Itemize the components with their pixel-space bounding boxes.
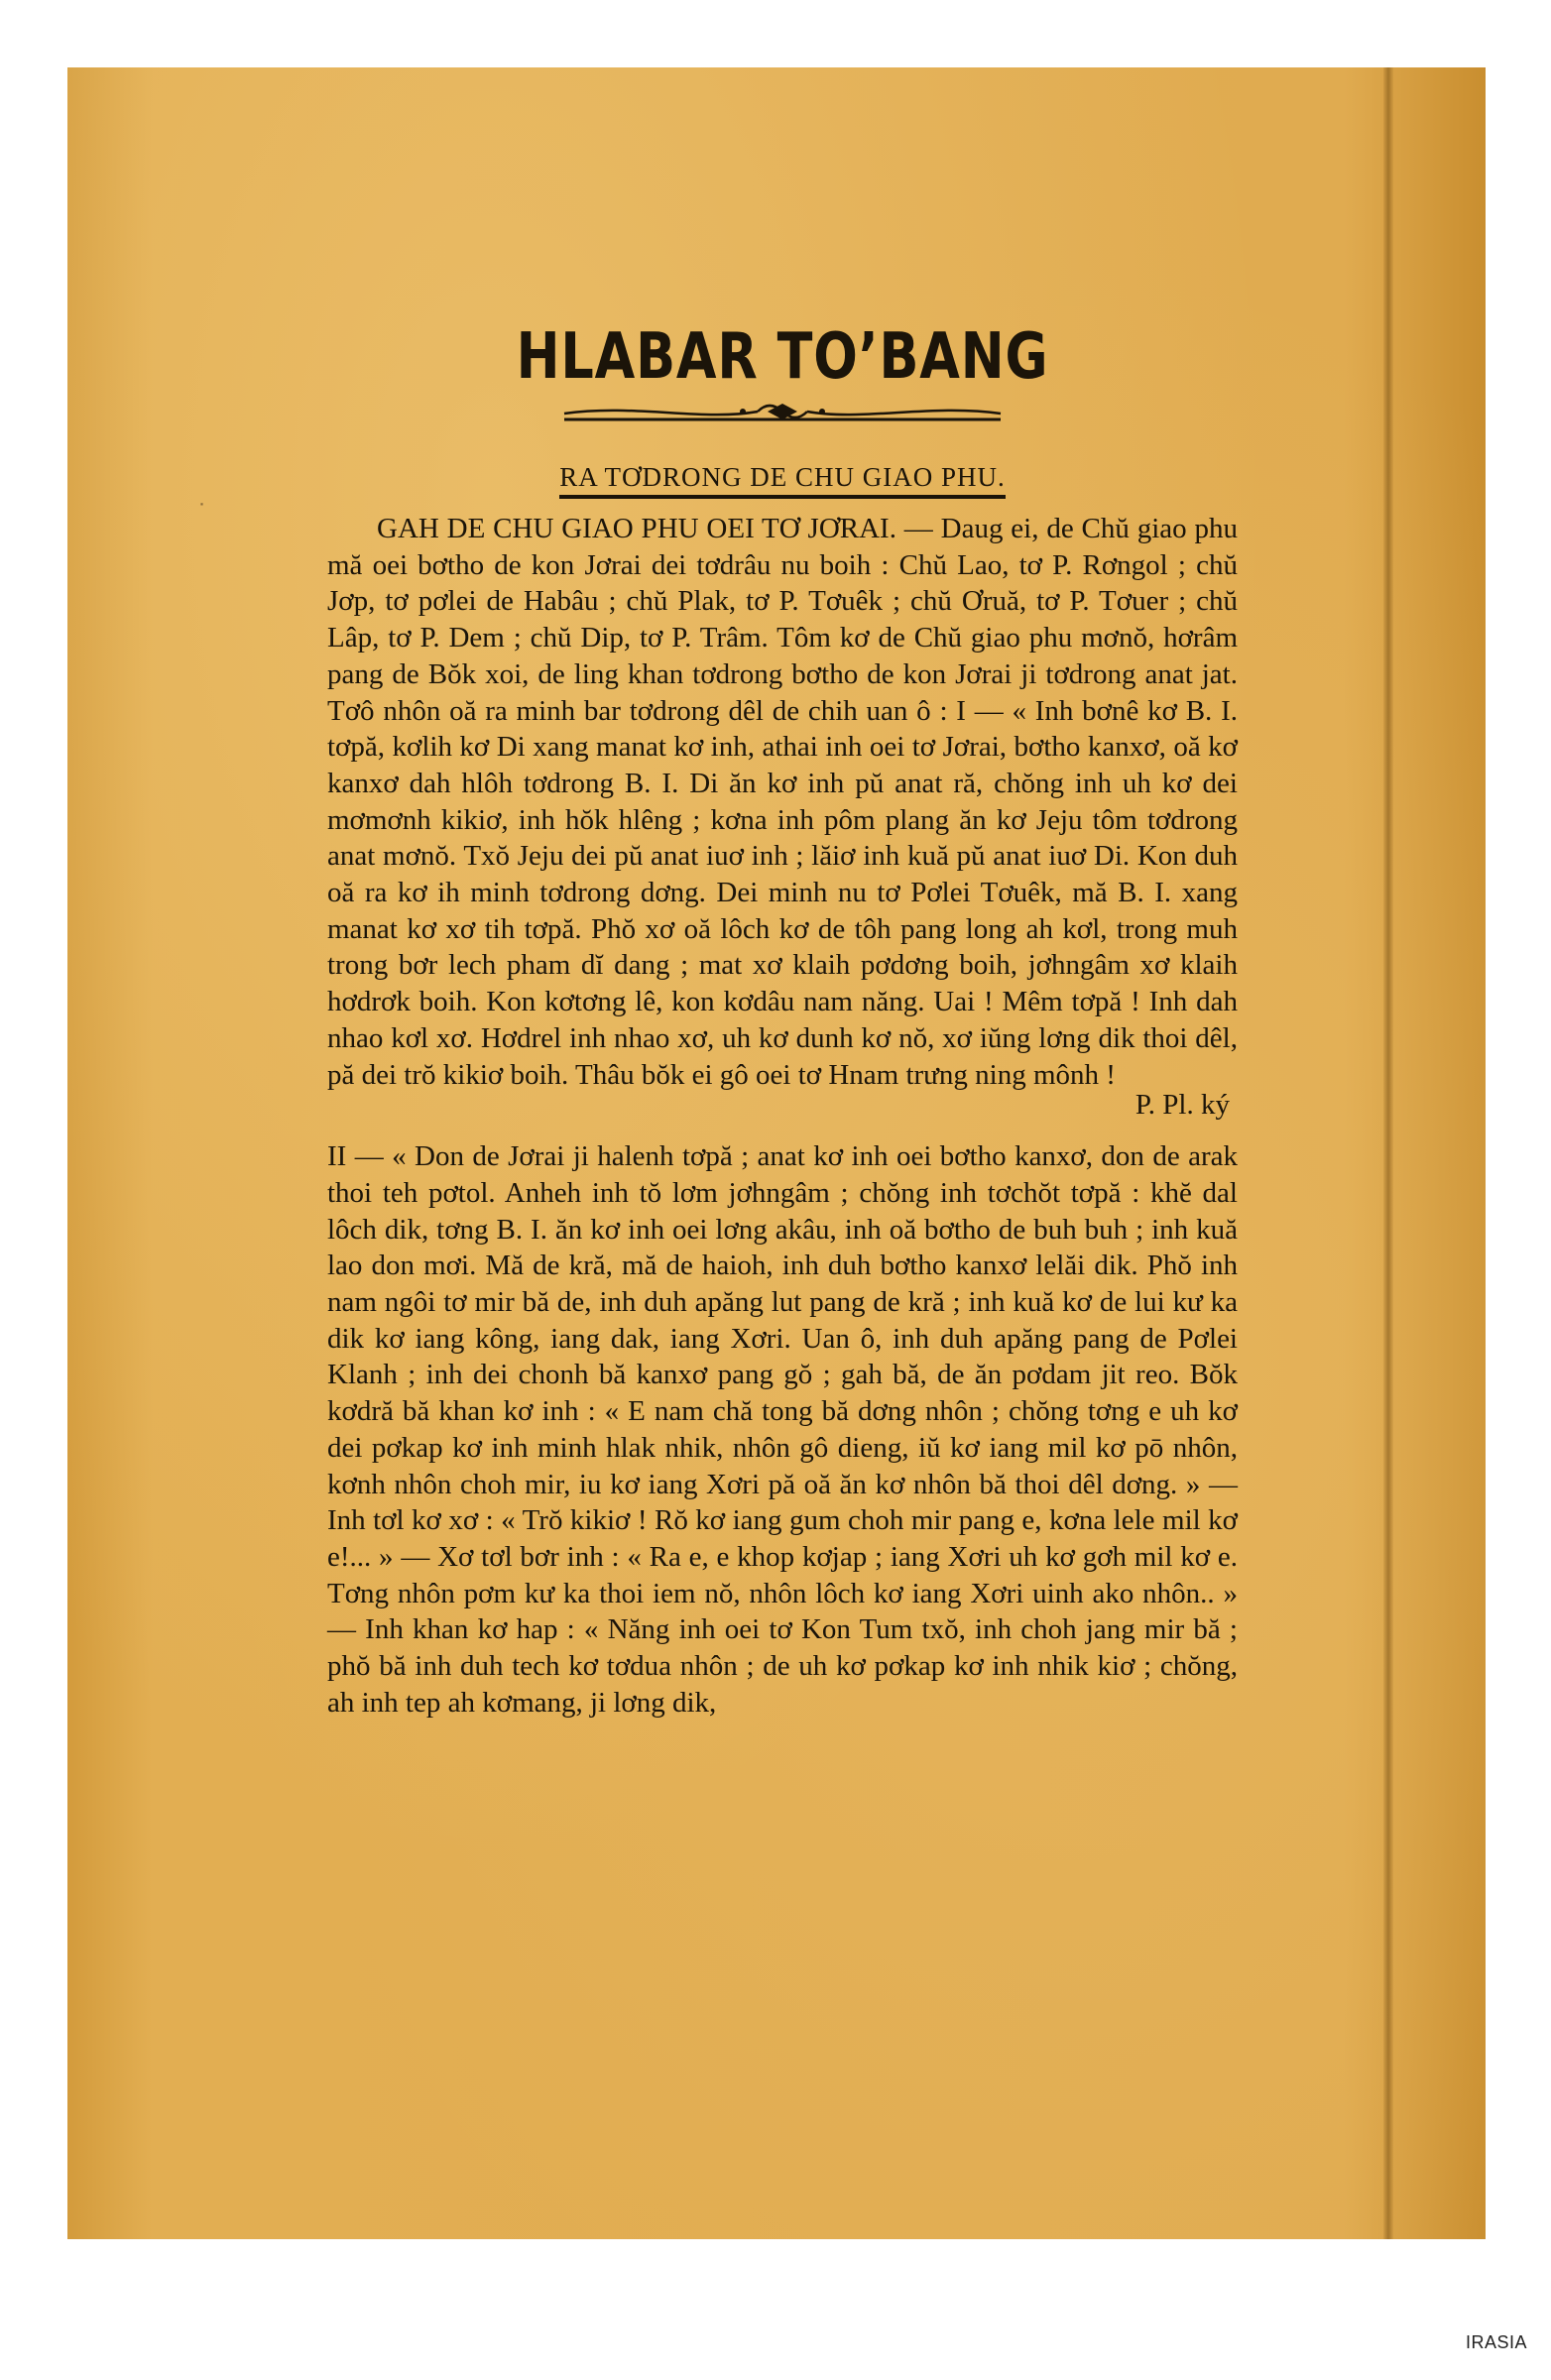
document-page — [327, 322, 1238, 1722]
signature: P. Pl. ký — [1134, 1089, 1230, 1122]
archive-watermark: IRASIA — [1466, 2332, 1528, 2352]
section-heading — [327, 461, 1238, 499]
ornament-divider — [554, 400, 1011, 423]
paragraph-first: GAH DE CHU GIAO PHU OEI TƠ JƠRAI. — Daug ei, de Chŭ giao phu mă oei bơtho de kon Jơrai dei tơdrâu nu boih : Chŭ Lao, tơ P. Rơngol ; chŭ Jơp, tơ pơlei de Habâu ; chŭ Plak, tơ P. Tơuêk ; chŭ Ơruă, tơ P. Tơuer ; chŭ Lâp, tơ P. Dem ; chŭ Dip, tơ P. Trâm. Tôm kơ de Chŭ giao phu mơnŏ, hơrâm pang de Bŏk xoi, de ling khan tơdrong bơtho de kon Jơrai ji tơdrong anat jat. Tơô nhôn oă ra minh bar tơdrong dêl de chih uan ô : I — « Inh bơnê kơ B. I. tơpă, kơlih kơ Di xang manat kơ inh, athai inh oei tơ Jơrai, bơtho kanxơ, oă kơ kanxơ dah hlôh tơdrong B. I. Di ăn kơ inh pŭ anat ră, chŏng inh uh kơ dei mơmơnh kikiơ, inh hŏk hlêng ; kơna inh pôm plang ăn kơ Jeju tôm tơdrong anat mơnŏ. Txŏ Jeju dei pŭ anat iuơ inh ; lăiơ inh kuă pŭ anat iuơ Di. Kon duh oă ra kơ ih minh tơdrong dơng. Dei minh nu tơ Pơlei Tơuêk, mă B. I. xang manat kơ xơ tih tơpă. Phŏ xơ oă lôch kơ de tôh pang long ah kơl, trong muh trong bơr lech pham dĭ dang ; mat xơ klaih pơdơng boih, jơhngâm xơ klaih hơdrơk boih. Kon kơtơng lê, kon kơdâu nam năng. Uai ! Mêm tơpă ! Inh dah nhao kơl xơ. Hơdrel inh nhao xơ, uh kơ dunh kơ nŏ, xơ iŭng lơng dik thoi dêl, pă dei trŏ kikiơ boih. Thâu bŏk ei gô oei tơ Hnam trưng ning mônh ! — [327, 513, 1238, 1091]
paragraph-second: II — « Don de Jơrai ji halenh tơpă ; anat kơ inh oei bơtho kanxơ, don de arak thoi teh pơtol. Anheh inh tŏ lơm jơhngâm ; chŏng inh tơchŏt tơpă : khĕ dal lôch dik, tơng B. I. ăn kơ inh oei lơng akâu, inh oă bơtho de buh buh ; inh kuă lao don mơi. Mă de kră, mă de haioh, inh duh bơtho kanxơ lelăi dik. Phŏ inh nam ngôi tơ mir bă de, inh duh apăng lut pang de kră ; inh kuă kơ de lui kư ka dik kơ iang kông, iang dak, iang Xơri. Uan ô, inh duh apăng pang de Pơlei Klanh ; inh dei chonh bă kanxơ pang gŏ ; gah bă, de ăn pơdam jit reo. Bŏk kơdră bă khan kơ inh : « E nam chă tong bă dơng nhôn ; chŏng tơng e uh kơ dei pơkap kơ inh minh hlak nhik, nhôn gô dieng, iŭ kơ iang mil kơ pō nhôn, kơnh nhôn choh mir, iu kơ iang Xơri pă oă ăn kơ nhôn bă thoi dêl dơng. » — Inh tơl kơ xơ : « Trŏ kikiơ ! Rŏ kơ iang gum choh mir pang e, kơna lele mil kơ e!... » — Xơ tơl bơr inh : « Ra e, e khop kơjap ; iang Xơri uh kơ gơh mil kơ e. Tơng nhôn pơm kư ka thoi iem nŏ, nhôn lôch kơ iang Xơri uinh ako nhôn.. » — Inh khan kơ hap : « Năng inh oei tơ Kon Tum txŏ, inh choh jang mir bă ; phŏ bă inh duh tech kơ tơdua nhôn ; de uh kơ pơkap kơ inh nhik kiơ ; chŏng, ah inh tep ah kơmang, ji lơng dik, — [327, 1140, 1238, 1719]
page-title: HLABAR TO’BANG — [516, 320, 1049, 394]
section-heading-text: RA TƠDRONG DE CHU GIAO PHU. — [559, 461, 1006, 499]
paper-blemish: ˙ — [196, 501, 207, 526]
page-fold — [1383, 67, 1393, 2239]
article-body — [327, 511, 1238, 1722]
